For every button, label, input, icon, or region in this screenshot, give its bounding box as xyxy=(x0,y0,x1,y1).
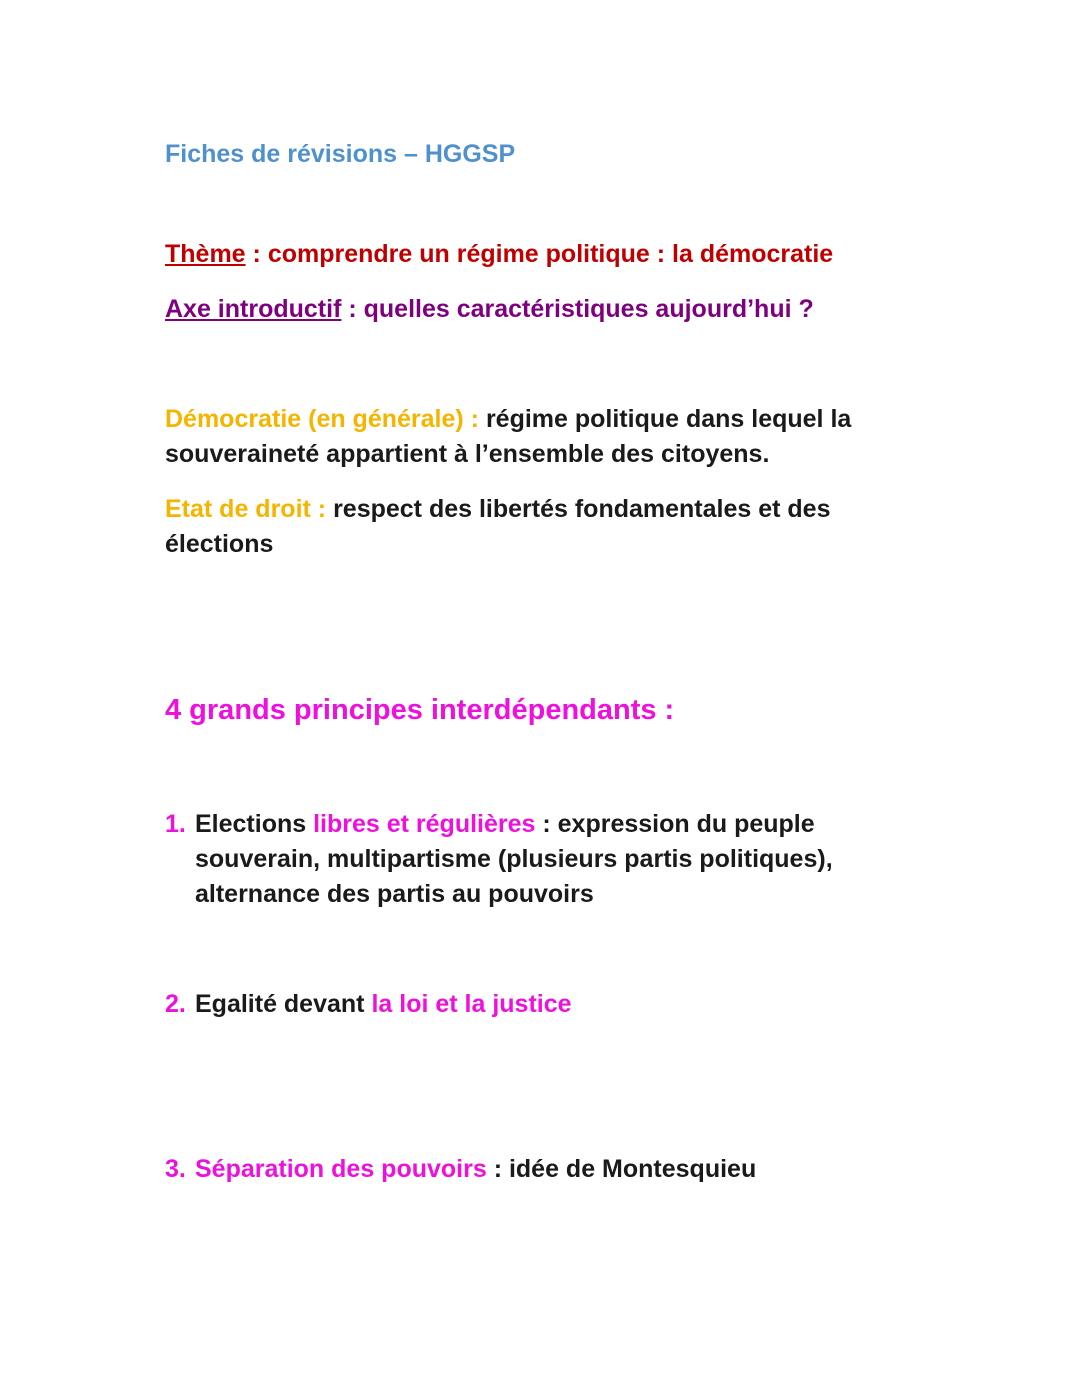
principle-number: 2. xyxy=(165,990,186,1018)
principle-rest: : expression du peuple souverain, multipartisme (plusieurs partis politiques), alternance des partis au pouvoirs xyxy=(195,810,833,908)
axe-label: Axe introductif xyxy=(165,295,342,323)
principle-number: 3. xyxy=(165,1155,186,1183)
principle-rest: : idée de Montesquieu xyxy=(486,1155,757,1183)
theme-separator: : xyxy=(245,240,268,268)
principle-number: 1. xyxy=(165,810,186,838)
principle-item xyxy=(165,987,930,1022)
principle-lead: Egalité devant xyxy=(195,990,372,1018)
definition-text: respect des libertés fondamentales et des élections xyxy=(165,495,831,558)
axe-text: quelles caractéristiques aujourd’hui ? xyxy=(363,295,814,323)
principle-item xyxy=(165,1152,930,1187)
definition-etat-de-droit xyxy=(165,492,930,562)
axe-line xyxy=(165,292,930,327)
theme-line xyxy=(165,237,930,272)
principle-highlight: la loi et la justice xyxy=(371,990,572,1018)
principle-highlight: libres et régulières xyxy=(313,810,536,838)
axe-separator: : xyxy=(341,295,364,323)
definition-democratie xyxy=(165,402,930,472)
page-title: Fiches de révisions – HGGSP xyxy=(165,140,516,168)
definition-term: Démocratie (en générale) : xyxy=(165,405,486,433)
definition-text: régime politique dans lequel la souveraineté appartient à l’ensemble des citoyens. xyxy=(165,405,852,468)
theme-label: Thème xyxy=(165,240,246,268)
principles-heading: 4 grands principes interdépendants : xyxy=(165,694,675,726)
theme-text: comprendre un régime politique : la démocratie xyxy=(267,240,834,268)
principle-lead: Elections xyxy=(195,810,314,838)
principle-item xyxy=(165,807,930,912)
principle-highlight: Séparation des pouvoirs xyxy=(195,1155,487,1183)
definition-term: Etat de droit : xyxy=(165,495,334,523)
